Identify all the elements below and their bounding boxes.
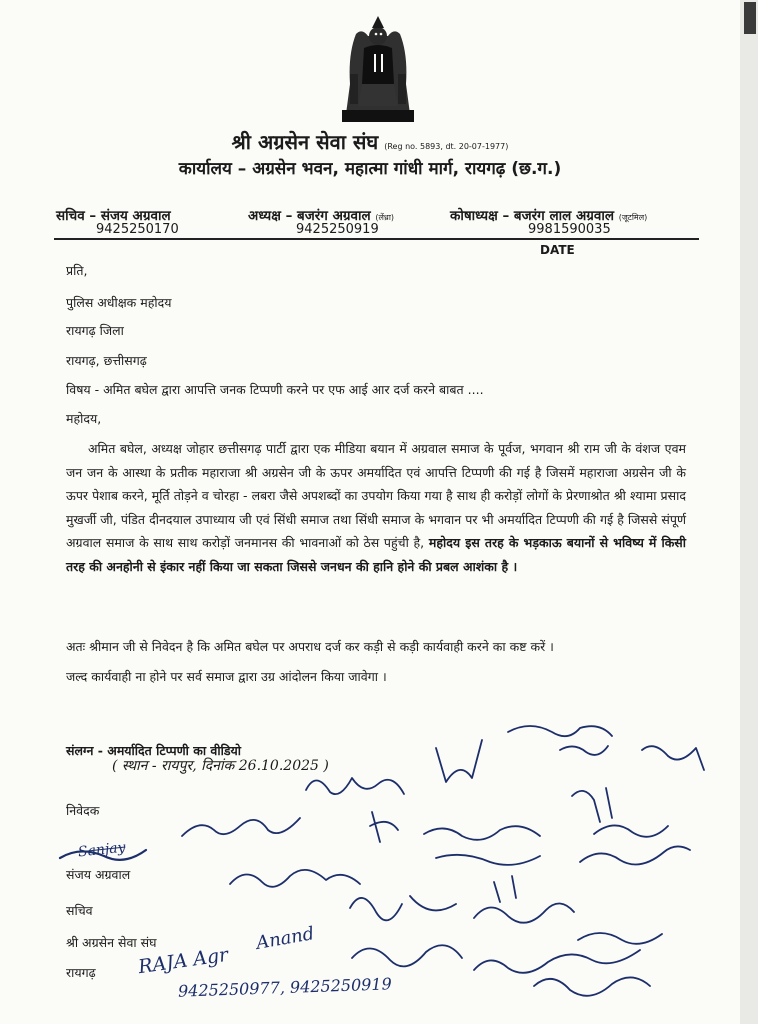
signature-3 — [370, 812, 398, 842]
treasurer-phone: 9981590035 — [528, 222, 611, 237]
signature-15 — [474, 903, 574, 922]
subject-line: विषय - अमित बघेल द्वारा आपत्ति जनक टिप्पणी करने पर एफ आई आर दर्ज करने बाबत .... — [66, 382, 484, 397]
struck-signature: Sanjay — [77, 839, 127, 861]
handwritten-phone-numbers: 9425250977, 9425250919 — [177, 974, 393, 1001]
warning-line: जल्द कार्यवाही ना होने पर सर्व समाज द्वारा उग्र आंदोलन किया जावेगा । — [66, 669, 387, 684]
maharaja-agrasen-emblem — [336, 14, 420, 126]
body-paragraph — [66, 437, 686, 578]
sender-post: सचिव — [66, 903, 93, 918]
signature-14 — [350, 896, 456, 920]
salutation: महोदय, — [66, 411, 102, 426]
office-address: कार्यालय – अग्रसेन भवन, महात्मा गांधी मार्ग, रायगढ़ (छ.ग.) — [178, 159, 562, 179]
president-label: अध्यक्ष – बजरंग अग्रवाल (लेंध्रा) — [248, 208, 395, 224]
handwritten-name-raja: RAJA Agr — [136, 943, 230, 979]
city-line: रायगढ़, छत्तीसगढ़ — [66, 353, 147, 368]
secretary-phone: 9425250170 — [96, 222, 179, 237]
recipient-line: पुलिस अधीक्षक महोदय — [66, 295, 172, 310]
sender-org: श्री अग्रसेन सेवा संघ — [66, 935, 157, 950]
signature-20 — [578, 933, 662, 944]
scan-edge-mark — [744, 2, 756, 34]
signature-18 — [474, 950, 640, 973]
president-note: (लेंध्रा) — [375, 213, 395, 222]
date-label: DATE — [540, 243, 575, 257]
secretary-label: सचिव – संजय अग्रवाल — [56, 208, 171, 224]
signature-6 — [560, 746, 608, 755]
organization-name: श्री अग्रसेन सेवा संघ (Reg no. 5893, dt. 20-07-1977) — [231, 130, 509, 154]
signature-11 — [230, 870, 360, 887]
signature-8 — [572, 788, 612, 822]
sender-city: रायगढ़ — [66, 965, 96, 980]
request-line: अतः श्रीमान जी से निवेदन है कि अमित बघेल पर अपराध दर्ज कर कड़ी से कड़ी कार्यवाही करने का कष्ट करें । — [66, 639, 554, 654]
signature-5 — [508, 726, 612, 736]
handwritten-name-anand: Anand — [254, 923, 316, 954]
signature-16 — [494, 876, 516, 902]
closing-label: निवेदक — [66, 803, 100, 818]
signature-12 — [580, 846, 690, 864]
sender-name: संजय अग्रवाल — [66, 867, 131, 882]
to-line: प्रति, — [66, 263, 88, 278]
signature-9 — [424, 826, 540, 840]
body-text: अमित बघेल, अध्यक्ष जोहार छत्तीसगढ़ पार्टी द्वारा एक मीडिया बयान में अग्रवाल समाज के पूर्वज, भगवान श्री राम जी के वंशज एवम जन जन के आस्था के प्रतीक महाराजा श्री अग्रसेन जी के ऊपर अमर्यादित एवं आपत्ति टिप्पणी की गई है जिसमें महाराजा अग्रसेन जी के ऊपर पेशाब करने, मूर्ति तोड़ने व चोरहा - लबरा जैसे अपशब्दों का उपयोग किया गया है साथ ही करोड़ों लोगों के प्रेरणाश्रोत श्री श्यामा प्रसाद मुखर्जी जी, पंडित दीनदयाल उपाध्याय जी एवं सिंधी समाज तथा सिंधी समाज के भगवान पर भी अमर्यादित टिप्पणी की गई है जिससे संपूर्ण अग्रवाल समाज के साथ साथ करोड़ों जनमानस की भावनाओं को ठेस पहुंची है, — [66, 441, 686, 550]
signature-2 — [306, 778, 404, 794]
signature-17 — [352, 945, 462, 966]
body-bold-text: महोदय इस तरह के भड़काऊ बयानों से भविष्य में किसी तरह की अनहोनी से इंकार नहीं किया जा सकता जिससे जनधन की हानि होने की प्रबल आशंका है । — [66, 535, 686, 574]
registration-number: (Reg no. 5893, dt. 20-07-1977) — [384, 142, 509, 151]
signature-19 — [534, 977, 650, 995]
treasurer-label: कोषाध्यक्ष – बजरंग लाल अग्रवाल (जूटमिल) — [450, 208, 648, 224]
signature-10 — [436, 855, 540, 865]
signature-4 — [436, 740, 482, 782]
signature-1 — [182, 818, 300, 836]
signature-13 — [594, 825, 668, 836]
handwritten-place-date: ( स्थान - रायपुर, दिनांक 26.10.2025 ) — [112, 758, 329, 774]
header-divider — [54, 238, 699, 240]
district-line: रायगढ़ जिला — [66, 323, 124, 338]
signature-7 — [642, 746, 704, 770]
enclosure-line: संलग्न - अमर्यादित टिप्पणी का वीडियो — [66, 743, 242, 758]
treasurer-note: (जूटमिल) — [618, 213, 648, 222]
president-phone: 9425250919 — [296, 222, 379, 237]
scan-edge — [740, 0, 758, 1024]
